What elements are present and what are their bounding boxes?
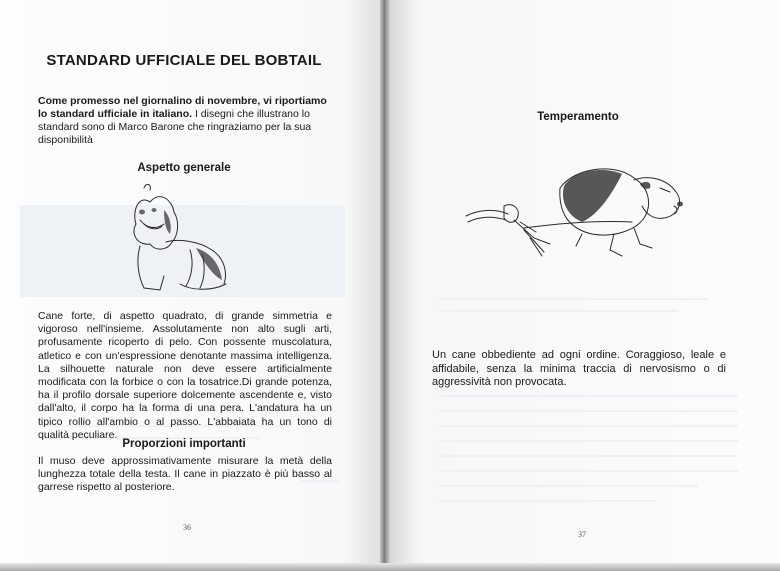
- page-title: STANDARD UFFICIALE DEL BOBTAIL: [46, 52, 322, 69]
- book-gutter: [380, 0, 390, 571]
- temperamento-text: Un cane obbediente ad ogni ordine. Coraggioso, leale e affidabile, senza la minima traccia di nervosismo o di aggressività non provocata.: [432, 349, 726, 388]
- intro-paragraph: [38, 95, 332, 147]
- heading-aspetto-generale: Aspetto generale: [137, 162, 231, 174]
- right-page: [388, 0, 780, 571]
- page-bottom-edge: [0, 563, 780, 571]
- proporzioni-importanti-text: Il muso deve approssimativamente misurare la metà della lunghezza totale della testa. Il cane in piazzato è più basso al garrese rispetto al posteriore.: [38, 455, 332, 494]
- sitting-dog-illustration: [120, 180, 240, 298]
- left-page: [0, 0, 384, 571]
- intro-regular-text: I disegni che illustrano lo standard sono di Marco Barone che ringraziamo per la sua disponibilità: [38, 108, 312, 146]
- page-number-right: 37: [578, 530, 586, 539]
- heading-temperamento: Temperamento: [537, 111, 619, 123]
- aspetto-generale-text: Cane forte, di aspetto quadrato, di grande simmetria e vigoroso nell'insieme. Assolutamente non alto sugli arti, profusamente ricoperto di pelo. Con possente muscolatura, atletico e con un'espressione denotante massima intelligenza. La silhouette naturale non deve essere artificialmente modificata con la forbice o con la tosatrice.Di grande potenza, ha il profilo dorsale superiore dolcemente ascendente e, visto dall'alto, il corpo ha la forma di una pera. L'andatura ha un tipico rollio all'ambio o al passo. L'abbaiata ha un tono di qualità peculiare.: [38, 310, 332, 441]
- running-dog-illustration: [464, 158, 704, 268]
- page-number-left: 36: [183, 523, 191, 532]
- intro-bold-text: Come promesso nel giornalino di novembre, vi riportiamo lo standard ufficiale in italiano.: [38, 95, 327, 120]
- heading-proporzioni-importanti: Proporzioni importanti: [122, 438, 246, 450]
